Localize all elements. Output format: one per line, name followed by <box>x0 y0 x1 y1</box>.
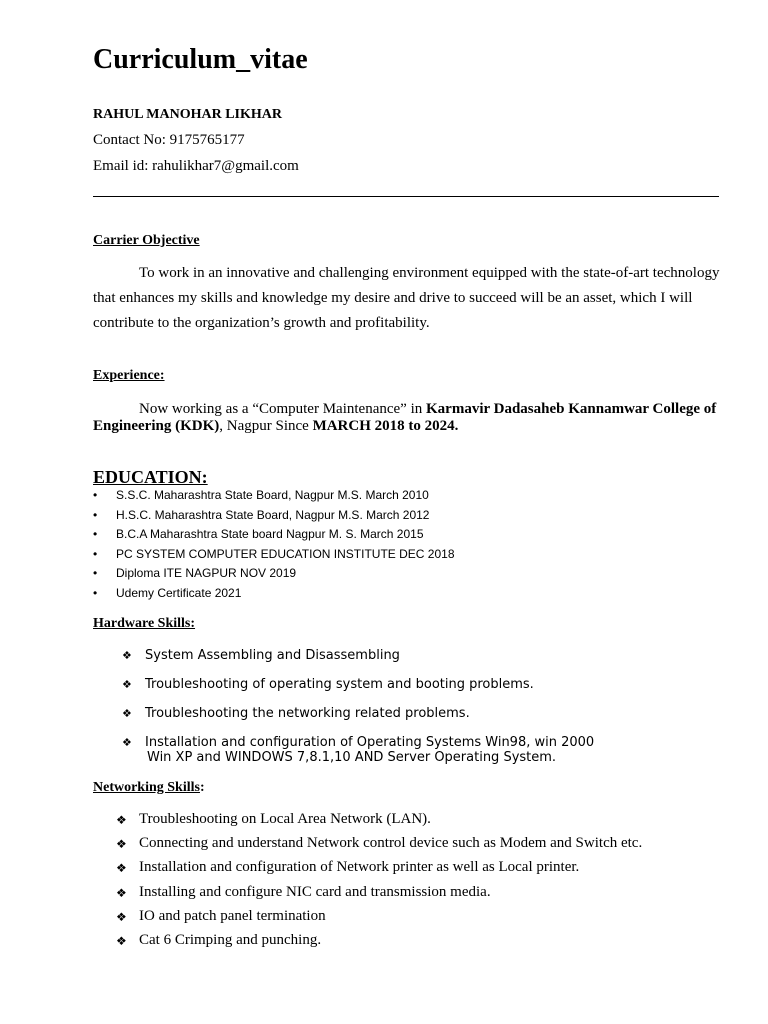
experience-text-1: Now working as a “Computer Maintenance” in <box>139 401 426 417</box>
hardware-skill-item <box>122 648 400 663</box>
education-item <box>93 486 455 506</box>
networking-skill-item <box>116 858 642 882</box>
diamond-bullet-icon: ❖ <box>122 707 132 720</box>
diamond-bullet-icon: ❖ <box>116 909 127 924</box>
hardware-heading: Hardware Skills: <box>93 616 196 631</box>
education-item <box>93 506 455 526</box>
experience-heading: Experience: <box>93 368 165 383</box>
diamond-bullet-icon: ❖ <box>116 933 127 948</box>
hardware-skill-text: Installation and configuration of Operating Systems Win98, win 2000 <box>145 735 595 750</box>
education-item-text: PC SYSTEM COMPUTER EDUCATION INSTITUTE DEC 2018 <box>116 546 455 561</box>
hardware-skill-item <box>122 735 594 765</box>
education-item <box>93 564 455 584</box>
networking-heading-colon: : <box>199 780 205 795</box>
diamond-bullet-icon: ❖ <box>122 649 132 662</box>
hardware-skill-item <box>122 706 470 721</box>
networking-skill-text: Troubleshooting on Local Area Network (LAN). <box>139 811 431 827</box>
hardware-skill-item <box>122 677 534 692</box>
contact-number: Contact No: 9175765177 <box>93 132 245 148</box>
networking-skill-text: Installation and configuration of Network printer as well as Local printer. <box>139 859 580 876</box>
networking-heading <box>93 779 205 797</box>
education-item-text: Udemy Certificate 2021 <box>116 585 242 600</box>
objective-paragraph: To work in an innovative and challenging environment equipped with the state-of-art technology that enhances my skills and knowledge my desire and drive to succeed will be an asset, which I will contribute to the organization’s growth and profitability. <box>93 265 720 331</box>
education-item <box>93 525 455 545</box>
networking-skill-item <box>116 810 642 834</box>
networking-skill-text: Connecting and understand Network control device such as Modem and Switch etc. <box>139 835 643 852</box>
bullet-icon: • <box>93 488 98 502</box>
diamond-bullet-icon: ❖ <box>122 678 132 691</box>
networking-skills-list <box>116 810 642 955</box>
education-item-text: Diploma ITE NAGPUR NOV 2019 <box>116 566 297 580</box>
education-item-text: S.S.C. Maharashtra State Board, Nagpur M.S. March 2010 <box>116 488 429 502</box>
hardware-skill-text: Troubleshooting of operating system and booting problems. <box>145 677 534 692</box>
bullet-icon: • <box>93 507 98 522</box>
networking-skill-item <box>116 834 642 858</box>
document-title: Curriculum_vitae <box>93 44 308 75</box>
education-list <box>93 486 455 603</box>
networking-skill-text: Cat 6 Crimping and punching. <box>139 931 322 948</box>
diamond-bullet-icon: ❖ <box>122 736 132 749</box>
hardware-skill-text: System Assembling and Disassembling <box>145 648 400 663</box>
education-item-text: B.C.A Maharashtra State board Nagpur M. S. March 2015 <box>116 527 424 541</box>
networking-skill-item <box>116 883 642 907</box>
experience-text <box>93 401 729 435</box>
networking-skill-item <box>116 907 642 931</box>
education-heading: EDUCATION: <box>93 467 208 487</box>
education-item-text: H.S.C. Maharashtra State Board, Nagpur M.S. March 2012 <box>116 507 430 522</box>
networking-skill-text: IO and patch panel termination <box>139 907 326 924</box>
hardware-skill-text-continued: Win XP and WINDOWS 7,8.1,10 AND Server Operating System. <box>147 750 557 765</box>
header-divider <box>93 196 719 197</box>
experience-period: MARCH 2018 to 2024. <box>312 418 459 434</box>
objective-heading: Carrier Objective <box>93 233 200 248</box>
experience-text-2: , Nagpur Since <box>219 418 313 434</box>
email-address: Email id: rahulikhar7@gmail.com <box>93 158 299 174</box>
education-item <box>93 584 455 604</box>
bullet-icon: • <box>93 585 98 600</box>
bullet-icon: • <box>93 527 98 541</box>
bullet-icon: • <box>93 566 98 580</box>
diamond-bullet-icon: ❖ <box>116 813 127 827</box>
networking-heading-text: Networking Skills <box>93 780 200 795</box>
experience-employer: Karmavir Dadasaheb Kannamwar College of Engineering (KDK) <box>93 401 717 434</box>
candidate-name: RAHUL MANOHAR LIKHAR <box>93 107 283 122</box>
networking-skill-item <box>116 931 642 955</box>
diamond-bullet-icon: ❖ <box>116 861 127 876</box>
objective-text <box>93 261 723 336</box>
hardware-skill-text: Troubleshooting the networking related problems. <box>145 706 470 721</box>
bullet-icon: • <box>93 546 98 561</box>
education-item <box>93 545 455 565</box>
diamond-bullet-icon: ❖ <box>116 885 127 900</box>
diamond-bullet-icon: ❖ <box>116 837 127 852</box>
networking-skill-text: Installing and configure NIC card and transmission media. <box>139 883 491 900</box>
